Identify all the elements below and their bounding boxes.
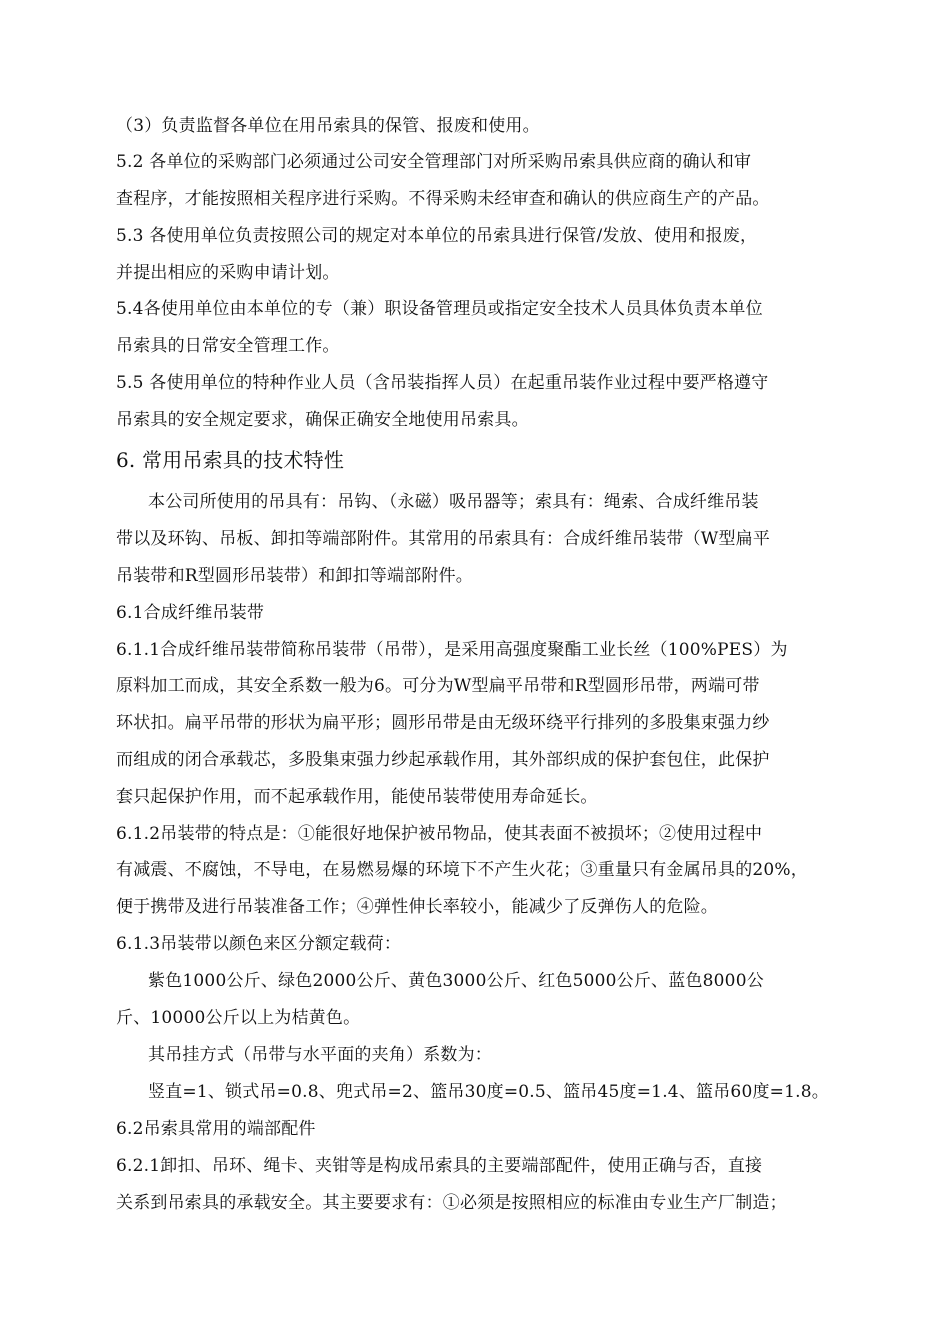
text-line: 其吊挂方式（吊带与水平面的夹角）系数为： xyxy=(148,1045,492,1065)
text-line: 竖直=1、锁式吊=0.8、兜式吊=2、篮吊30度=0.5、篮吊45度=1.4、篮吊60度=1.8。 xyxy=(148,1082,829,1102)
text-line: 本公司所使用的吊具有：吊钩、（永磁）吸吊器等；索具有：绳索、合成纤维吊装 xyxy=(148,492,759,512)
text-line: 便于携带及进行吊装准备工作；④弹性伸长率较小，能减少了反弹伤人的危险。 xyxy=(116,897,718,917)
text-line: 有减震、不腐蚀，不导电，在易燃易爆的环境下不产生火花；③重量只有金属吊具的20%， xyxy=(116,860,808,880)
text-line: 吊索具的安全规定要求，确保正确安全地使用吊索具。 xyxy=(116,410,529,430)
text-line: 套只起保护作用，而不起承载作用，能使吊装带使用寿命延长。 xyxy=(116,787,598,807)
text-line: 紫色1000公斤、绿色2000公斤、黄色3000公斤、红色5000公斤、蓝色8000公 xyxy=(148,971,764,991)
text-line: 斤、10000公斤以上为桔黄色。 xyxy=(116,1008,361,1028)
text-line: 原料加工而成，其安全系数一般为6。可分为W型扁平吊带和R型圆形吊带，两端可带 xyxy=(116,676,760,696)
text-line: 并提出相应的采购申请计划。 xyxy=(116,263,340,283)
text-line: 6.1.2吊装带的特点是：①能很好地保护被吊物品，使其表面不被损坏；②使用过程中 xyxy=(116,824,763,844)
section-heading: 6. 常用吊索具的技术特性 xyxy=(116,448,345,472)
text-line: 环状扣。扁平吊带的形状为扁平形；圆形吊带是由无级环绕平行排列的多股集束强力纱 xyxy=(116,713,770,733)
text-line: 5.4各使用单位由本单位的专（兼）职设备管理员或指定安全技术人员具体负责本单位 xyxy=(116,299,763,319)
subsection-heading: 6.1合成纤维吊装带 xyxy=(116,603,265,623)
text-line: 5.2 各单位的采购部门必须通过公司安全管理部门对所采购吊索具供应商的确认和审 xyxy=(116,152,752,172)
text-line: 6.1.3吊装带以颜色来区分额定载荷： xyxy=(116,934,402,954)
text-line: 查程序，才能按照相关程序进行采购。不得采购未经审查和确认的供应商生产的产品。 xyxy=(116,189,770,209)
text-line: 带以及环钩、吊板、卸扣等端部附件。其常用的吊索具有：合成纤维吊装带（W型扁平 xyxy=(116,529,771,549)
text-line: 吊索具的日常安全管理工作。 xyxy=(116,336,340,356)
text-line: 5.3 各使用单位负责按照公司的规定对本单位的吊索具进行保管/发放、使用和报废， xyxy=(116,226,758,246)
text-line: 6.2.1卸扣、吊环、绳卡、夹钳等是构成吊索具的主要端部配件，使用正确与否，直接 xyxy=(116,1156,763,1176)
text-line: 6.1.1合成纤维吊装带简称吊装带（吊带），是采用高强度聚酯工业长丝（100%PES）为 xyxy=(116,640,788,660)
text-line: 5.5 各使用单位的特种作业人员（含吊装指挥人员）在起重吊装作业过程中要严格遵守 xyxy=(116,373,769,393)
text-line: 关系到吊索具的承载安全。其主要要求有：①必须是按照相应的标准由专业生产厂制造； xyxy=(116,1193,787,1213)
text-line: 而组成的闭合承载芯，多股集束强力纱起承载作用，其外部织成的保护套包住，此保护 xyxy=(116,750,770,770)
text-line: （3）负责监督各单位在用吊索具的保管、报废和使用。 xyxy=(116,116,540,136)
text-line: 吊装带和R型圆形吊装带）和卸扣等端部附件。 xyxy=(116,566,473,586)
subsection-heading: 6.2吊索具常用的端部配件 xyxy=(116,1119,316,1139)
